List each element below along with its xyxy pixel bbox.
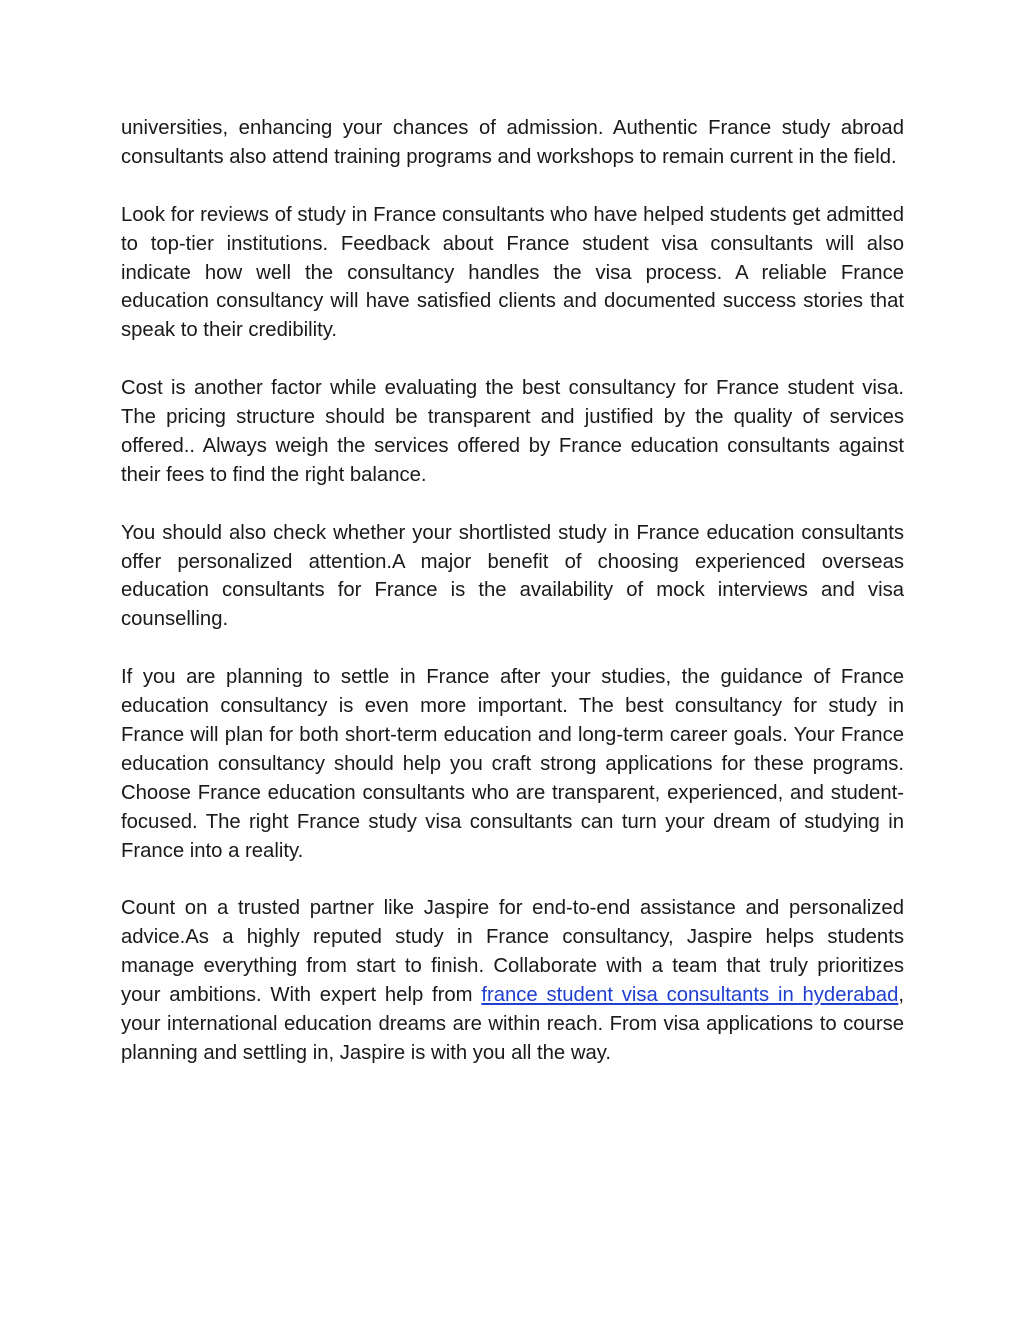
consultants-hyderabad-link[interactable]: france student visa consultants in hyderabad [481, 984, 899, 1007]
paragraph-settle-in-france: If you are planning to settle in France after your studies, the guidance of France education consultancy is even more important. The best consultancy for study in France will plan for both short-term education and long-term career goals. Your France education consultancy should help you craft strong applications for these programs. Choose France education consultants who are transparent, experienced, and student-focused. The right France study visa consultants can turn your dream of studying in France into a reality. [121, 666, 904, 862]
paragraph-jaspire [121, 894, 904, 1067]
jaspire-text-before-link: Count on a trusted partner like Jaspire for end-to-end assistance and personalized advice.As a highly reputed study in France consultancy, Jaspire helps students manage everything from start to finish. Collaborate with a team that truly prioritizes your ambitions. With expert help from [121, 897, 904, 1007]
jaspire-text-after-link: , your international education dreams are within reach. From visa applications to course planning and settling in, Jaspire is with you all the way. [121, 984, 904, 1064]
paragraph-personalized-attention: You should also check whether your shortlisted study in France education consultants offer personalized attention.A major benefit of choosing experienced overseas education consultants for France is the availability of mock interviews and visa counselling. [121, 521, 904, 631]
paragraph-admission: universities, enhancing your chances of admission. Authentic France study abroad consultants also attend training programs and workshops to remain current in the field. [121, 117, 904, 168]
paragraph-cost: Cost is another factor while evaluating the best consultancy for France student visa. The pricing structure should be transparent and justified by the quality of services offered.. Always weigh the services offered by France education consultants against their fees to find the right balance. [121, 377, 904, 486]
paragraph-reviews: Look for reviews of study in France consultants who have helped students get admitted to top-tier institutions. Feedback about France student visa consultants will also indicate how well the consultancy handles the visa process. A reliable France education consultancy will have satisfied clients and documented success stories that speak to their credibility. [121, 203, 904, 342]
document-page [121, 114, 904, 1097]
